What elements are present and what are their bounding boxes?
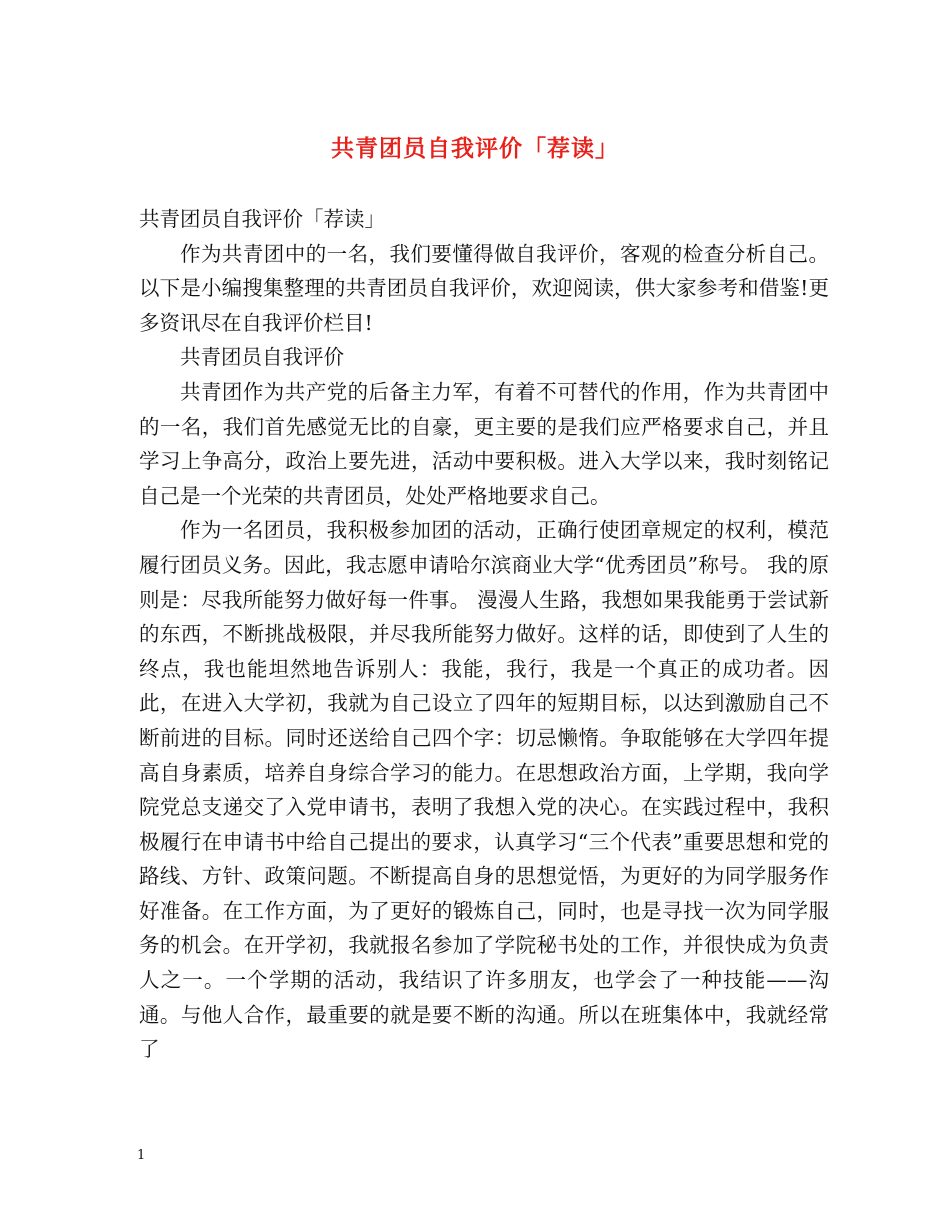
paragraph-body-2: 作为一名团员，我积极参加团的活动，正确行使团章规定的权利，模范履行团员义务。因此，我志愿申请哈尔滨商业大学“优秀团员”称号。 我的原则是：尽我所能努力做好每一件事。 漫漫人生路，我想如果我能勇于尝试新的东西，不断挑战极限，并尽我所能努力做好。这样的话，即使到了人生的终点，我也能坦然地告诉别人：我能，我行，我是一个真正的成功者。因此，在进入大学初，我就为自己设立了四年的短期目标，以达到激励自己不断前进的目标。同时还送给自己四个字：切忌懒惰。争取能够在大学四年提高自身素质，培养自身综合学习的能力。在思想政治方面，上学期，我向学院党总支递交了入党申请书，表明了我想入党的决心。在实践过程中，我积极履行在申请书中给自己提出的要求，认真学习“三个代表”重要思想和党的路线、方针、政策问题。不断提高自身的思想觉悟，为更好的为同学服务作好准备。在工作方面，为了更好的锻炼自己，同时，也是寻找一次为同学服务的机会。在开学初，我就报名参加了学院秘书处的工作，并很快成为负责人之一。一个学期的活动，我结识了许多朋友，也学会了一种技能——沟通。与他人合作，最重要的就是要不断的沟通。所以在班集体中，我就经常了 — [139, 518, 829, 1062]
page-number: 1 — [137, 1148, 146, 1163]
document-title: 共青团员自我评价「荐读」 — [331, 135, 619, 162]
paragraph-intro: 作为共青团中的一名，我们要懂得做自我评价，客观的检查分析自己。以下是小编搜集整理的共青团员自我评价，欢迎阅读，供大家参考和借鉴!更多资讯尽在自我评价栏目! — [139, 241, 829, 335]
document-body — [139, 202, 829, 1067]
paragraph-body-1: 共青团作为共产党的后备主力军，有着不可替代的作用，作为共青团中的一名，我们首先感觉无比的自豪，更主要的是我们应严格要求自己，并且学习上争高分，政治上要先进，活动中要积极。进入大学以来，我时刻铭记自己是一个光荣的共青团员，处处严格地要求自己。 — [139, 379, 829, 508]
paragraph-subheading: 共青团员自我评价 — [180, 345, 344, 370]
paragraph-heading: 共青团员自我评价「荐读」 — [139, 207, 385, 231]
